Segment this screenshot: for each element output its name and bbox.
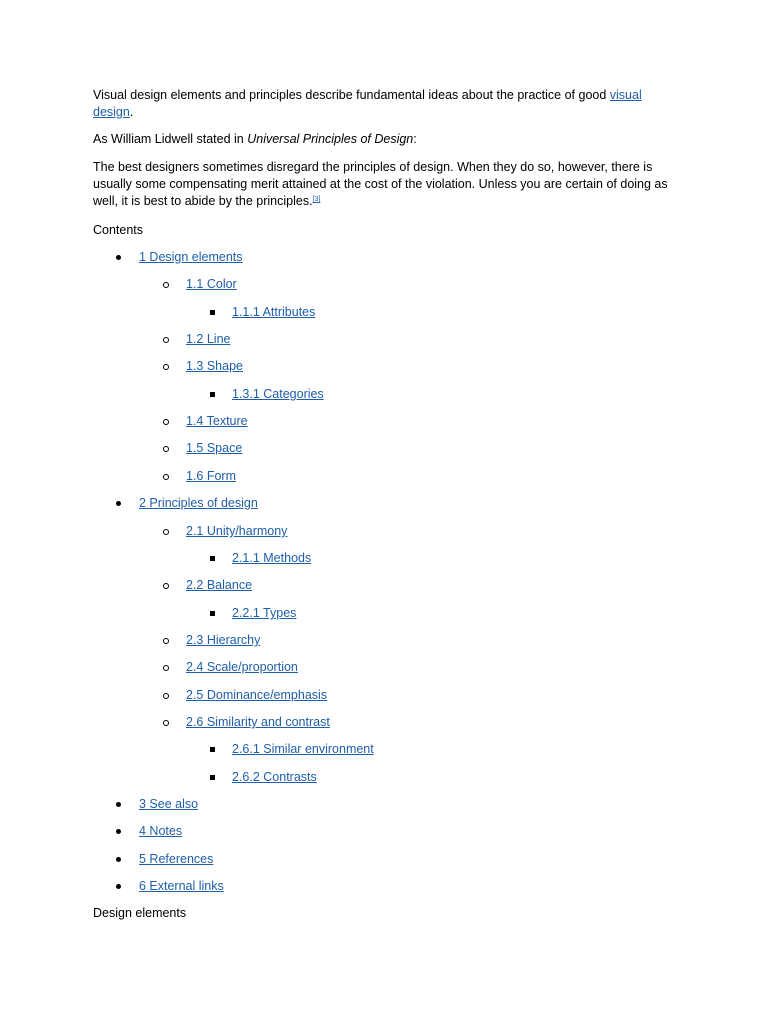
toc-link-level-1[interactable]: 3 See also [139, 797, 199, 811]
toc-link-level-1[interactable]: 6 External links [139, 879, 224, 893]
toc-link-level-2[interactable]: 2.1 Unity/harmony [186, 524, 288, 538]
intro-text: Visual design elements and principles describe fundamental ideas about the practice of good [93, 88, 610, 102]
toc-bullet-icon [163, 638, 169, 644]
toc-bullet-icon [210, 310, 215, 315]
toc-bullet-icon [163, 474, 169, 480]
toc-bullet-icon [163, 282, 169, 288]
intro-text-end: . [129, 105, 134, 119]
toc-link-level-1[interactable]: 4 Notes [139, 824, 183, 838]
toc-bullet-icon [163, 693, 169, 699]
toc-bullet-icon [116, 857, 121, 862]
book-title: Universal Principles of Design [247, 132, 414, 146]
toc-link-level-2[interactable]: 2.2 Balance [186, 578, 253, 592]
toc-bullet-icon [163, 337, 169, 343]
toc-link-level-1[interactable]: 2 Principles of design [139, 496, 258, 510]
toc-link-level-3[interactable]: 2.1.1 Methods [232, 551, 312, 565]
toc-link-level-2[interactable]: 1.5 Space [186, 441, 243, 455]
toc-bullet-icon [116, 802, 121, 807]
toc-bullet-icon [163, 720, 169, 726]
contents-heading: Contents [93, 223, 144, 237]
toc-link-level-3[interactable]: 1.3.1 Categories [232, 387, 324, 401]
toc-link-level-2[interactable]: 1.3 Shape [186, 359, 243, 373]
toc-link-level-2[interactable]: 2.6 Similarity and contrast [186, 715, 330, 729]
toc-link-level-2[interactable]: 1.1 Color [186, 277, 237, 291]
toc-link-level-3[interactable]: 1.1.1 Attributes [232, 305, 316, 319]
visual-design-link[interactable]: visual design [93, 88, 642, 119]
toc-link-level-1[interactable]: 5 References [139, 852, 214, 866]
quote-intro-paragraph [93, 131, 683, 148]
toc-bullet-icon [210, 611, 215, 616]
toc-bullet-icon [210, 747, 215, 752]
toc-bullet-icon [163, 446, 169, 452]
toc-link-level-2[interactable]: 1.4 Texture [186, 414, 248, 428]
toc-bullet-icon [210, 556, 215, 561]
toc-link-level-3[interactable]: 2.6.2 Contrasts [232, 770, 317, 784]
toc-bullet-icon [210, 775, 215, 780]
quote-text: The best designers sometimes disregard the principles of design. When they do so, however, there is usually some compensating merit attained at the cost of the violation. Unless you are certain of doing as well, it is best to abide by the principles. [93, 160, 668, 208]
toc-bullet-icon [163, 529, 169, 535]
toc-bullet-icon [116, 829, 121, 834]
quote-intro-colon: : [413, 132, 417, 146]
toc-link-level-2[interactable]: 1.2 Line [186, 332, 231, 346]
toc-link-level-1[interactable]: 1 Design elements [139, 250, 243, 264]
quote-intro-text: As William Lidwell stated in [93, 132, 248, 146]
toc-bullet-icon [163, 665, 169, 671]
toc-bullet-icon [163, 583, 169, 589]
reference-link[interactable]: [3] [312, 196, 321, 203]
section-heading-design-elements: Design elements [93, 906, 187, 920]
intro-paragraph [93, 87, 683, 121]
toc-bullet-icon [210, 392, 215, 397]
toc-link-level-2[interactable]: 1.6 Form [186, 469, 237, 483]
toc-link-level-3[interactable]: 2.2.1 Types [232, 606, 297, 620]
toc-link-level-3[interactable]: 2.6.1 Similar environment [232, 742, 374, 756]
toc-bullet-icon [116, 255, 121, 260]
toc-bullet-icon [116, 501, 121, 506]
toc-link-level-2[interactable]: 2.5 Dominance/emphasis [186, 688, 328, 702]
toc-link-level-2[interactable]: 2.3 Hierarchy [186, 633, 261, 647]
quote-paragraph [93, 159, 683, 210]
toc-bullet-icon [163, 419, 169, 425]
toc-bullet-icon [163, 364, 169, 370]
toc-link-level-2[interactable]: 2.4 Scale/proportion [186, 660, 298, 674]
toc-bullet-icon [116, 884, 121, 889]
